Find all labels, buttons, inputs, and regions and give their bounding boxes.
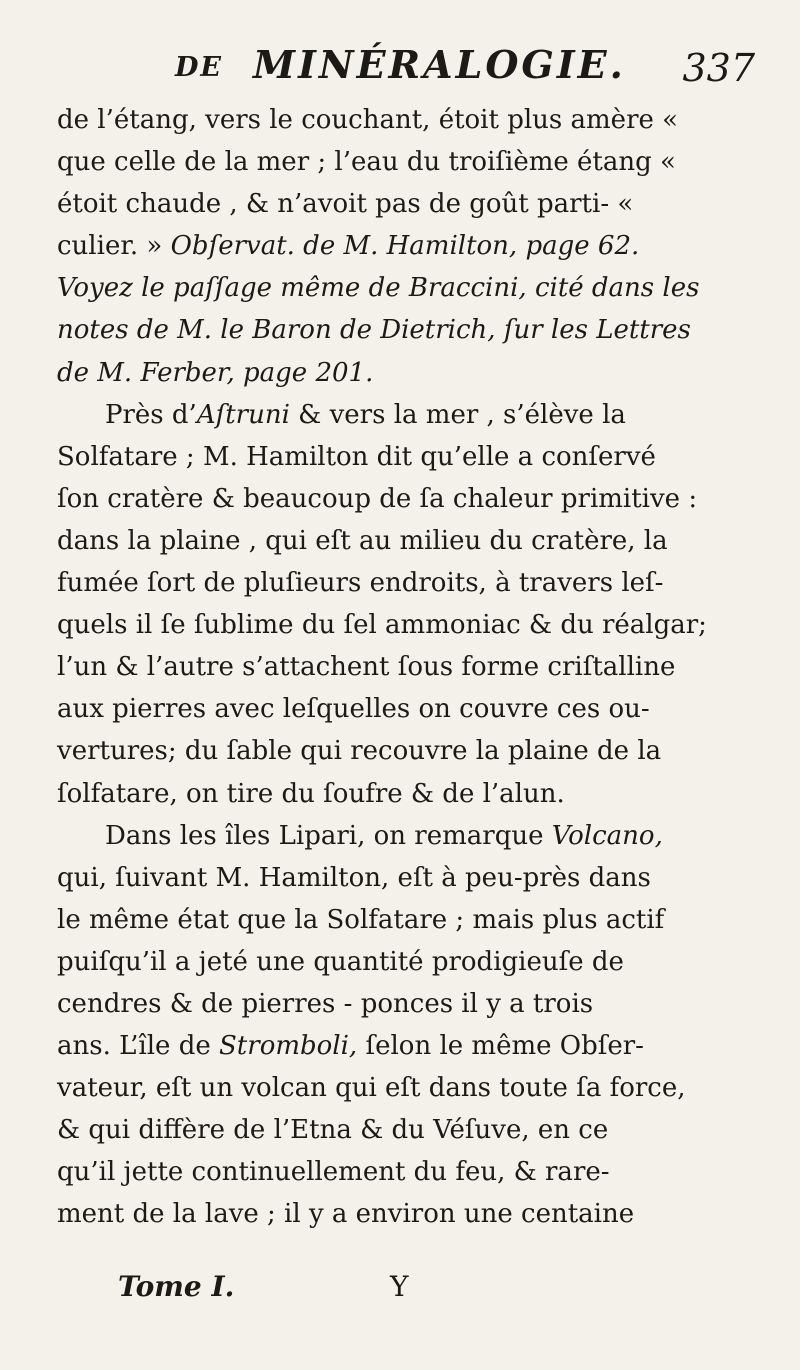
text-line: ans. L’île de Stromboli, ſelon le même Obſer-	[57, 1031, 644, 1062]
body-text	[57, 99, 769, 1236]
text-line: ment de la lave ; il y a environ une centaine	[57, 1199, 635, 1230]
text-line: le même état que la Solfatare ; mais plus actif	[57, 904, 665, 935]
header-title: MINÉRALOGIE.	[253, 42, 626, 87]
paragraph-start: Près d’Aſtruni & vers la mer , s’élève la	[105, 399, 626, 430]
running-header	[175, 42, 755, 92]
text-line: ſolfatare, on tire du ſoufre & de l’alun.	[57, 778, 565, 809]
text-line: puiſqu’il a jeté une quantité prodigieuſe de	[57, 946, 624, 977]
text-line: culier. » Obſervat. de M. Hamilton, page 62.	[57, 231, 640, 262]
text-line: de M. Ferber, page 201.	[57, 357, 374, 388]
text-line: dans la plaine , qui eſt au milieu du cratère, la	[57, 525, 668, 556]
signature-mark: Y	[390, 1270, 409, 1303]
text-line: qui, ſuivant M. Hamilton, eſt à peu-près dans	[57, 862, 651, 893]
text-line: quels il ſe ſublime du ſel ammoniac & du réalgar;	[57, 610, 707, 641]
page-footer	[118, 1270, 478, 1310]
text-line: cendres & de pierres - ponces il y a trois	[57, 988, 594, 1019]
volume-label: Tome I.	[118, 1270, 235, 1303]
page-number: 337	[682, 46, 755, 90]
text-line: & qui diffère de l’Etna & du Véſuve, en ce	[57, 1115, 609, 1146]
text-line: de l’étang, vers le couchant, étoit plus amère «	[57, 105, 679, 135]
text-line: aux pierres avec leſquelles on couvre ces ou-	[57, 694, 650, 725]
text-line: vateur, eſt un volcan qui eſt dans toute ſa force,	[57, 1073, 686, 1104]
header-prefix: DE	[175, 52, 223, 83]
text-line: l’un & l’autre s’attachent ſous forme criſtalline	[57, 652, 676, 683]
text-line: Solfatare ; M. Hamilton dit qu’elle a conſervé	[57, 441, 656, 472]
text-line: notes de M. le Baron de Dietrich, ſur les Lettres	[57, 315, 691, 346]
text-line: ſon cratère & beaucoup de ſa chaleur primitive :	[57, 483, 698, 514]
text-line: fumée ſort de pluſieurs endroits, à travers leſ-	[57, 568, 664, 599]
text-line: Voyez le paſſage même de Braccini, cité dans les	[57, 273, 700, 304]
paragraph-start: Dans les îles Lipari, on remarque Volcano,	[105, 820, 663, 851]
text-line: vertures; du ſable qui recouvre la plaine de la	[57, 736, 662, 767]
text-line: étoit chaude , & n’avoit pas de goût parti- «	[57, 189, 634, 220]
text-line: que celle de la mer ; l’eau du troiſième étang «	[57, 147, 676, 178]
citation: Obſervat. de M. Hamilton, page 62.	[170, 231, 640, 262]
text-line: qu’il jette continuellement du feu, & rare-	[57, 1157, 610, 1188]
